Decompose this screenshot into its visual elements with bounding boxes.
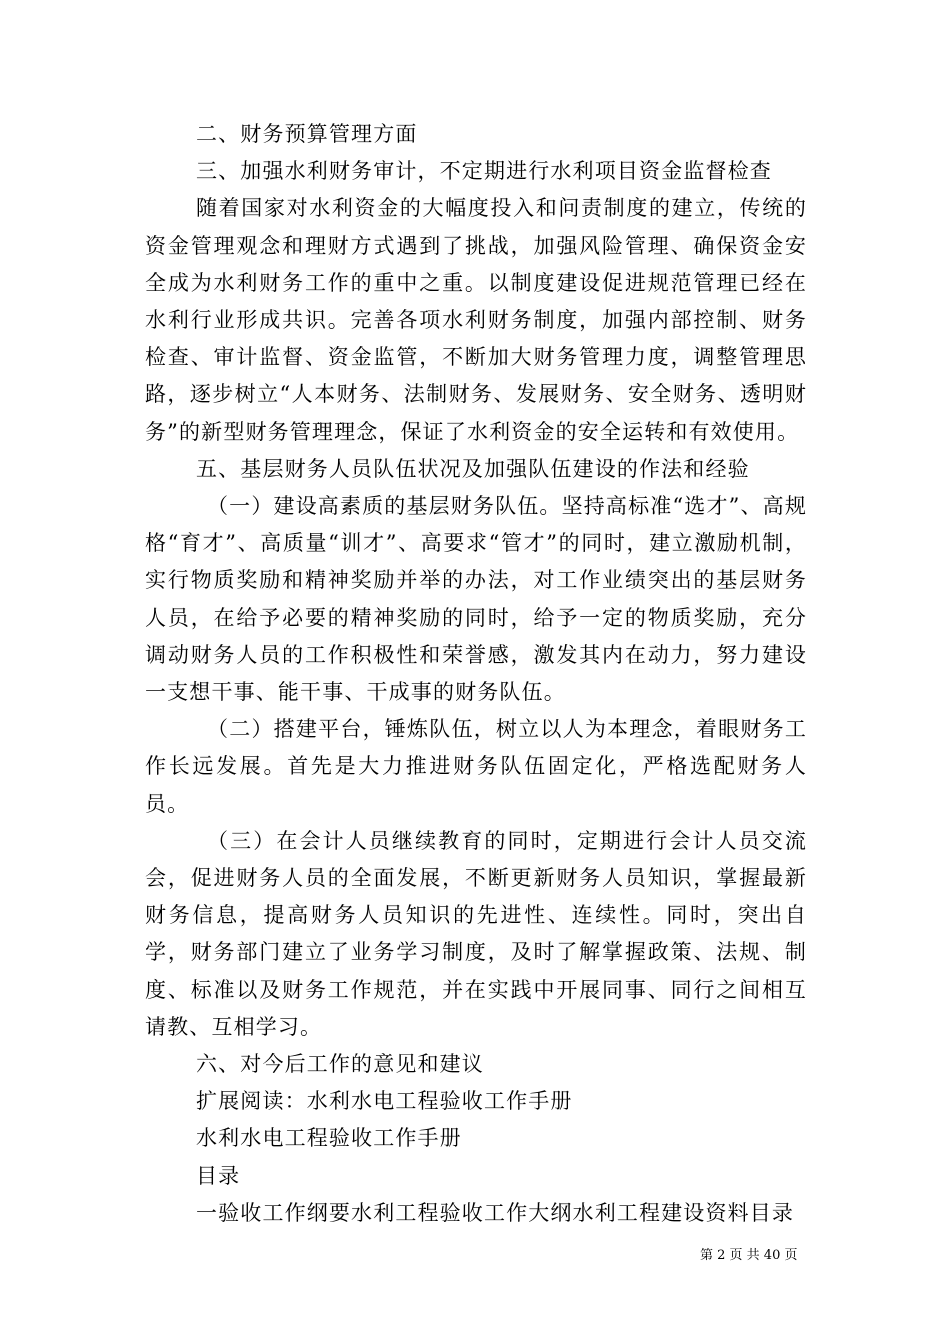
section-heading-staff: 五、基层财务人员队伍状况及加强队伍建设的作法和经验	[196, 456, 750, 481]
body-paragraph-audit: 随着国家对水利资金的大幅度投入和问责制度的建立，传统的资金管理观念和理财方式遇到了挑战，加强风险管理、确保资金安全成为水利财务工作的重中之重。以制度建设促进规范管理已经在水利行业形成共识。完善各项水利财务制度，加强内部控制、财务检查、审计监督、资金监管，不断加大财务管理力度，调整管理思路，逐步树立“人本财务、法制财务、发展财务、安全财务、透明财务”的新型财务管理理念，保证了水利资金的安全运转和有效使用。	[145, 196, 807, 444]
document-body	[145, 116, 807, 1232]
body-paragraph-staff-2: （二）搭建平台，锤炼队伍，树立以人为本理念，着眼财务工作长远发展。首先是大力推进财务队伍固定化，严格选配财务人员。	[145, 717, 807, 816]
extended-reading-line: 扩展阅读：水利水电工程验收工作手册	[196, 1089, 573, 1114]
page-number-footer: 第 2 页 共 40 页	[700, 1248, 798, 1263]
body-paragraph-staff-3: （三）在会计人员继续教育的同时，定期进行会计人员交流会，促进财务人员的全面发展，不断更新财务人员知识，掌握最新财务信息，提高财务人员知识的先进性、连续性。同时，突出自学，财务部门建立了业务学习制度，及时了解掌握政策、法规、制度、标准以及财务工作规范，并在实践中开展同事、同行之间相互请教、互相学习。	[145, 828, 807, 1039]
body-paragraph-staff-1: （一）建设高素质的基层财务队伍。坚持高标准“选才”、高规格“育才”、高质量“训才”、高要求“管才”的同时，建立激励机制，实行物质奖励和精神奖励并举的办法，对工作业绩突出的基层财务人员，在给予必要的精神奖励的同时，给予一定的物质奖励，充分调动财务人员的工作积极性和荣誉感，激发其内在动力，努力建设一支想干事、能干事、干成事的财务队伍。	[145, 494, 807, 705]
section-heading-suggestions: 六、对今后工作的意见和建议	[196, 1052, 484, 1077]
section-heading-budget: 二、财务预算管理方面	[196, 122, 418, 146]
toc-first-entry: 一验收工作纲要水利工程验收工作大纲水利工程建设资料目录	[196, 1200, 795, 1225]
section-heading-audit: 三、加强水利财务审计，不定期进行水利项目资金监督检查	[196, 159, 772, 184]
toc-heading: 目录	[196, 1163, 241, 1188]
manual-title: 水利水电工程验收工作手册	[196, 1126, 462, 1151]
